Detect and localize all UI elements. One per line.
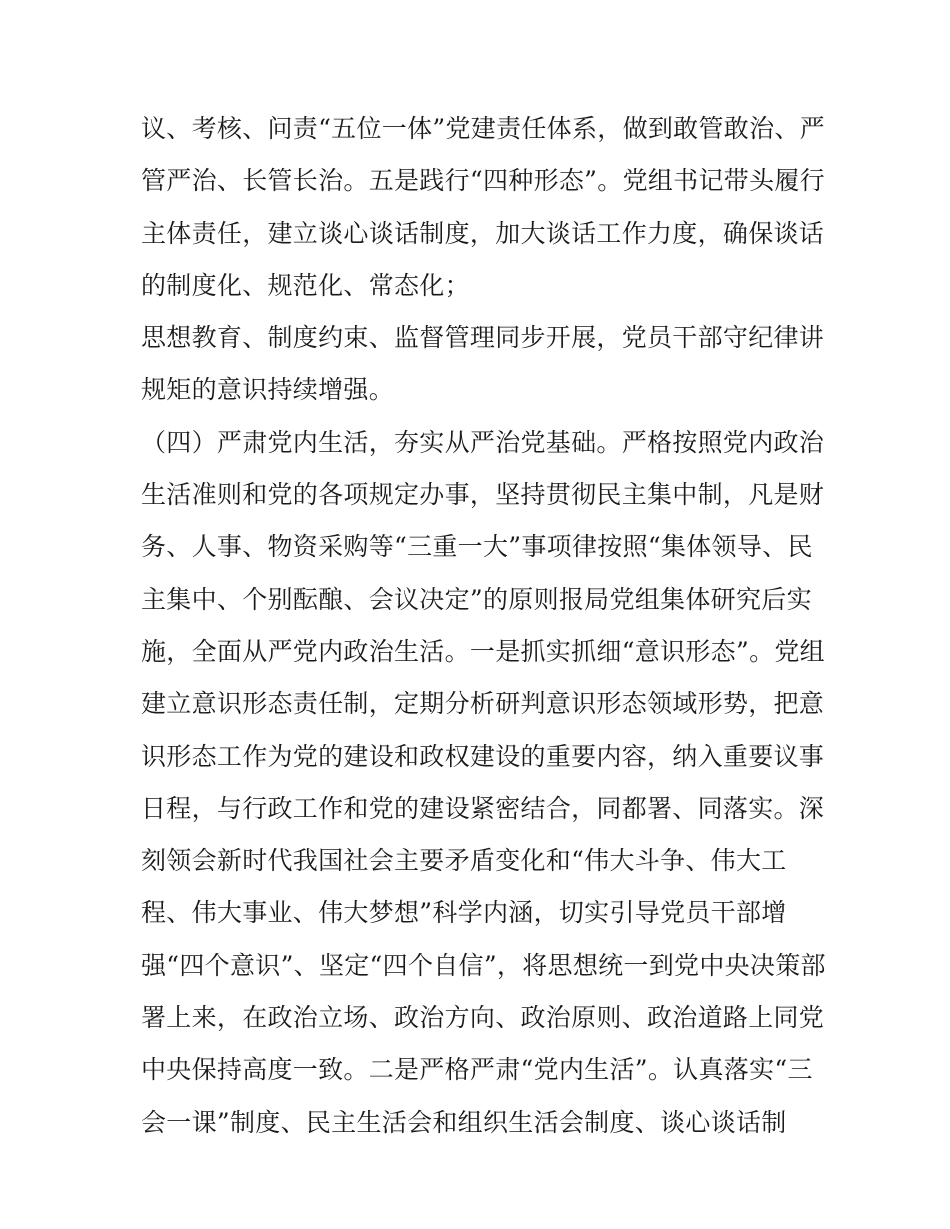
text-line: 施，全面从严党内政治生活。一是抓实抓细“意识形态”。党组 (141, 636, 825, 666)
text-line: 强“四个意识”、坚定“四个自信”，将思想统一到党中央决策部 (141, 950, 826, 980)
text-line: 日程，与行政工作和党的建设紧密结合，同都署、同落实。深 (141, 793, 825, 823)
text-line: 中央保持高度一致。二是严格严肃“党内生活”。认真落实“三 (141, 1055, 813, 1085)
text-line: 务、人事、物资采购等“三重一大”事项律按照“集体领导、民 (141, 532, 813, 562)
text-line: 署上来，在政治立场、政治方向、政治原则、政治道路上同党 (141, 1003, 825, 1033)
text-line: 主集中、个别酝酿、会议决定”的原则报局党组集体研究后实 (141, 584, 812, 614)
text-line: 主体责任，建立谈心谈话制度，加大谈话工作力度，确保谈话 (141, 218, 825, 248)
text-line: 管严治、长管长治。五是践行“四种形态”。党组书记带头履行 (141, 166, 825, 196)
text-line: 会一课”制度、民主生活会和组织生活会制度、谈心谈话制 (141, 1107, 787, 1137)
text-line: 生活准则和党的各项规定办事，坚持贯彻民主集中制，凡是财 (141, 480, 825, 510)
text-line: 规矩的意识持续增强。 (141, 375, 395, 405)
text-line: 议、考核、问责“五位一体”党建责任体系，做到敢管敢治、严 (141, 114, 825, 143)
section-heading-line: （四）严肃党内生活，夯实从严治党基础。严格按照党内政治 (141, 427, 825, 457)
text-line: 程、伟大事业、伟大梦想”科学内涵，切实引导党员干部增 (141, 898, 787, 928)
text-line: 的制度化、规范化、常态化； (141, 270, 470, 300)
body-text (141, 103, 826, 1149)
text-line: 刻领会新时代我国社会主要矛盾变化和“伟大斗争、伟大工 (141, 846, 787, 876)
text-line: 识形态工作为党的建设和政权建设的重要内容，纳入重要议事 (141, 741, 825, 771)
text-line: 建立意识形态责任制，定期分析研判意识形态领域形势，把意 (141, 689, 825, 719)
text-line: 思想教育、制度约束、监督管理同步开展，党员干部守纪律讲 (141, 323, 825, 353)
